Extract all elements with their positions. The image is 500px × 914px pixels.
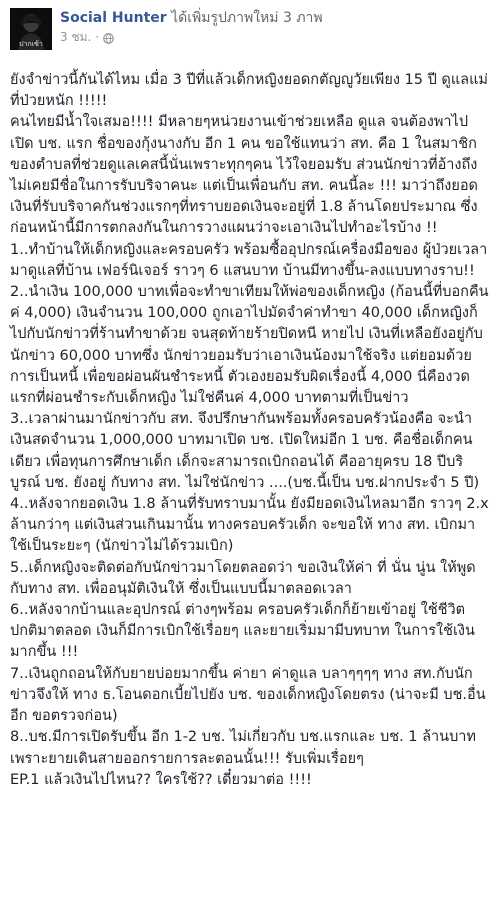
- post-header: [10, 8, 490, 56]
- post-timestamp[interactable]: 3 ชม.: [60, 30, 92, 44]
- avatar[interactable]: [10, 8, 52, 50]
- post-meta: [60, 29, 323, 45]
- author-name-link[interactable]: Social Hunter: [60, 10, 167, 26]
- post-paragraph-item-2: 2..นำเงิน 100,000 บาทเพื่อจะทำขาเทียมให้พ่อของเด็กหญิง (ก้อนนี้ที่บอกคืนค่ 4,000) เงินจำนวน 100,000 ถูกเอาไปมัดจำค่าทำขา 40,000 เด็กหญิงก็ไปกับนักข่าวที่ร้านทำขาด้วย จนสุดท้ายร้ายปิดหนี หายไป เงินที่เหลือยังอยู่กับนักข่าว 60,000 บาทซึ่ง นักข่าวยอมรับว่าเอาเงินน้องมาใช้จริง แต่ยอมด้วยการเป็นหนี้ เพื่อขอผ่อนผันชำระหนี้ ตัวเองยอมรับผิดเรื่องนี้ 4,000 นี่คืองวดแรกที่ผ่อนชำระกับเด็กหญิง ไม่ใช่คืนค่ 4,000 บาทตามที่เป็นข่าว: [10, 284, 489, 407]
- post-paragraph-item-4: 4..หลังจากยอดเงิน 1.8 ล้านที่รับทราบมานั้น ยังมียอดเงินไหลมาอีก ราวๆ 2.x ล้านกว่าๆ แต่เงินส่วนเกินมานั้น ทางครอบครัวเด็ก จะขอให้ ทาง สท. เบิกมาใช้เป็นระยะๆ (นักข่าวไม่ได้รวมเบิก): [10, 496, 494, 555]
- post-paragraph-item-7: 7..เงินถูกถอนให้กับยายบ่อยมากขึ้น ค่ายา ค่าดูแล บลาๆๆๆๆ ทาง สท.กับนักข่าวจึงให้ ทาง ธ.โอนดอกเบี้ยไปยัง บช. ของเด็กหญิงโดยตรง (น่าจะมี บช.อื่นอีก ขอตรวจก่อน): [10, 665, 486, 725]
- post-paragraph-background: คนไทยมีน้ำใจเสมอ!!!! มีหลายๆหน่วยงานเข้าช่วยเหลือ ดูแล จนต้องพาไปเปิด บช. แรก ชื่อของกุ้งนางกับ อีก 1 คน ขอใช้แทนว่า สท. คือ 1 ในสมาชิกของตำบลที่ช่วยดูแลเคสนี้นั่นเพราะทุกๆคน ไว้ใจยอมรับ ส่วนนักข่าวที่อ้างถึงไม่เคยมีชื่อในการรับบริจาคนะ แต่เป็นเพื่อนกับ สท. คนนี้ละ !!! มาว่าถึงยอดเงินที่รับบริจาคกันช่วงแรกๆที่ทราบยอดเงินจะอยู่ที่ 1.8 ล้านโดยประมาณ ซึ่งก่อนหน้านี้มีการตกลงกันในการวางแผนว่าจะเอาเงินไปทำอะไรบ้าง !!: [10, 114, 478, 237]
- post-paragraph-item-6: 6..หลังจากบ้านและอุปกรณ์ ต่างๆพร้อม ครอบครัวเด็กก็ย้ายเข้าอยู่ ใช้ชีวิตปกติมาตลอด เงินก็มีการเบิกใช้เรื่อยๆ และยายเริ่มมามีบทบาท ในการใช้เงินมากขึ้น !!!: [10, 602, 475, 661]
- post-paragraph-intro: ยังจำข่าวนี้กันได้ไหม เมื่อ 3 ปีที่แล้วเด็กหญิงยอดกตัญญูวัยเพียง 15 ปี ดูแลแม่ที่ป่วยหนัก !!!!!: [10, 72, 488, 110]
- post-action-text: ได้เพิ่มรูปภาพใหม่ 3 ภาพ: [171, 10, 323, 26]
- header-line: [60, 9, 323, 27]
- post-paragraph-item-1: 1..ทำบ้านให้เด็กหญิงและครอบครัว พร้อมซื้ออุปกรณ์เครื่องมือของ ผู้ป่วยเวลามาดูแลที่บ้าน เฟอร์นิเจอร์ ราวๆ 6 แสนบาท บ้านมีทางขึ้น-ลงแบบทางราบ!!: [10, 241, 488, 279]
- post-paragraph-closing: EP.1 แล้วเงินไปไหน?? ใครใช้?? เดี๋ยวมาต่อ !!!!: [10, 771, 312, 788]
- meta-separator: ·: [95, 30, 100, 44]
- avatar-caption: ปากเซ้า: [19, 40, 43, 48]
- post-paragraph-item-3: 3..เวลาผ่านมานักข่าวกับ สท. จึงปรึกษากันพร้อมทั้งครอบครัวน้องคือ จะนำเงินสดจำนวน 1,000,000 บาทมาเปิด บช. เปิดใหม่อีก 1 บช. คือชื่อเด็กคนเดียว เพื่อทุนการศึกษาเด็ก เด็กจะสามารถเบิกถอนได้ คืออายุครบ 18 ปีบริบูรณ์ บช. ยังอยู่ กับทาง สท. ไม่ใช่นักข่าว ....(บช.นี้เป็น บช.ฝากประจำ 5 ปี): [10, 411, 480, 491]
- globe-icon: [103, 32, 114, 43]
- post-paragraph-item-5: 5..เด็กหญิงจะติดต่อกับนักข่าวมาโดยตลอดว่า ขอเงินให้ค่า ที่ นั่น นู่น ให้พูดกับทาง สท. เพื่ออนุมัติเงินให้ ซึ่งเป็นแบบนี้มาตลอดเวลา: [10, 559, 476, 597]
- post-header-text: [60, 8, 323, 45]
- post-paragraph-item-8: 8..บช.มีการเปิดรับขึ้น อีก 1-2 บช. ไม่เกี่ยวกับ บช.แรกและ บช. 1 ล้านบาทเพราะยายเดินสายออกรายการละตอนนั้น!!! รับเพิ่มเรื่อยๆ: [10, 729, 476, 767]
- post-body: [10, 70, 494, 791]
